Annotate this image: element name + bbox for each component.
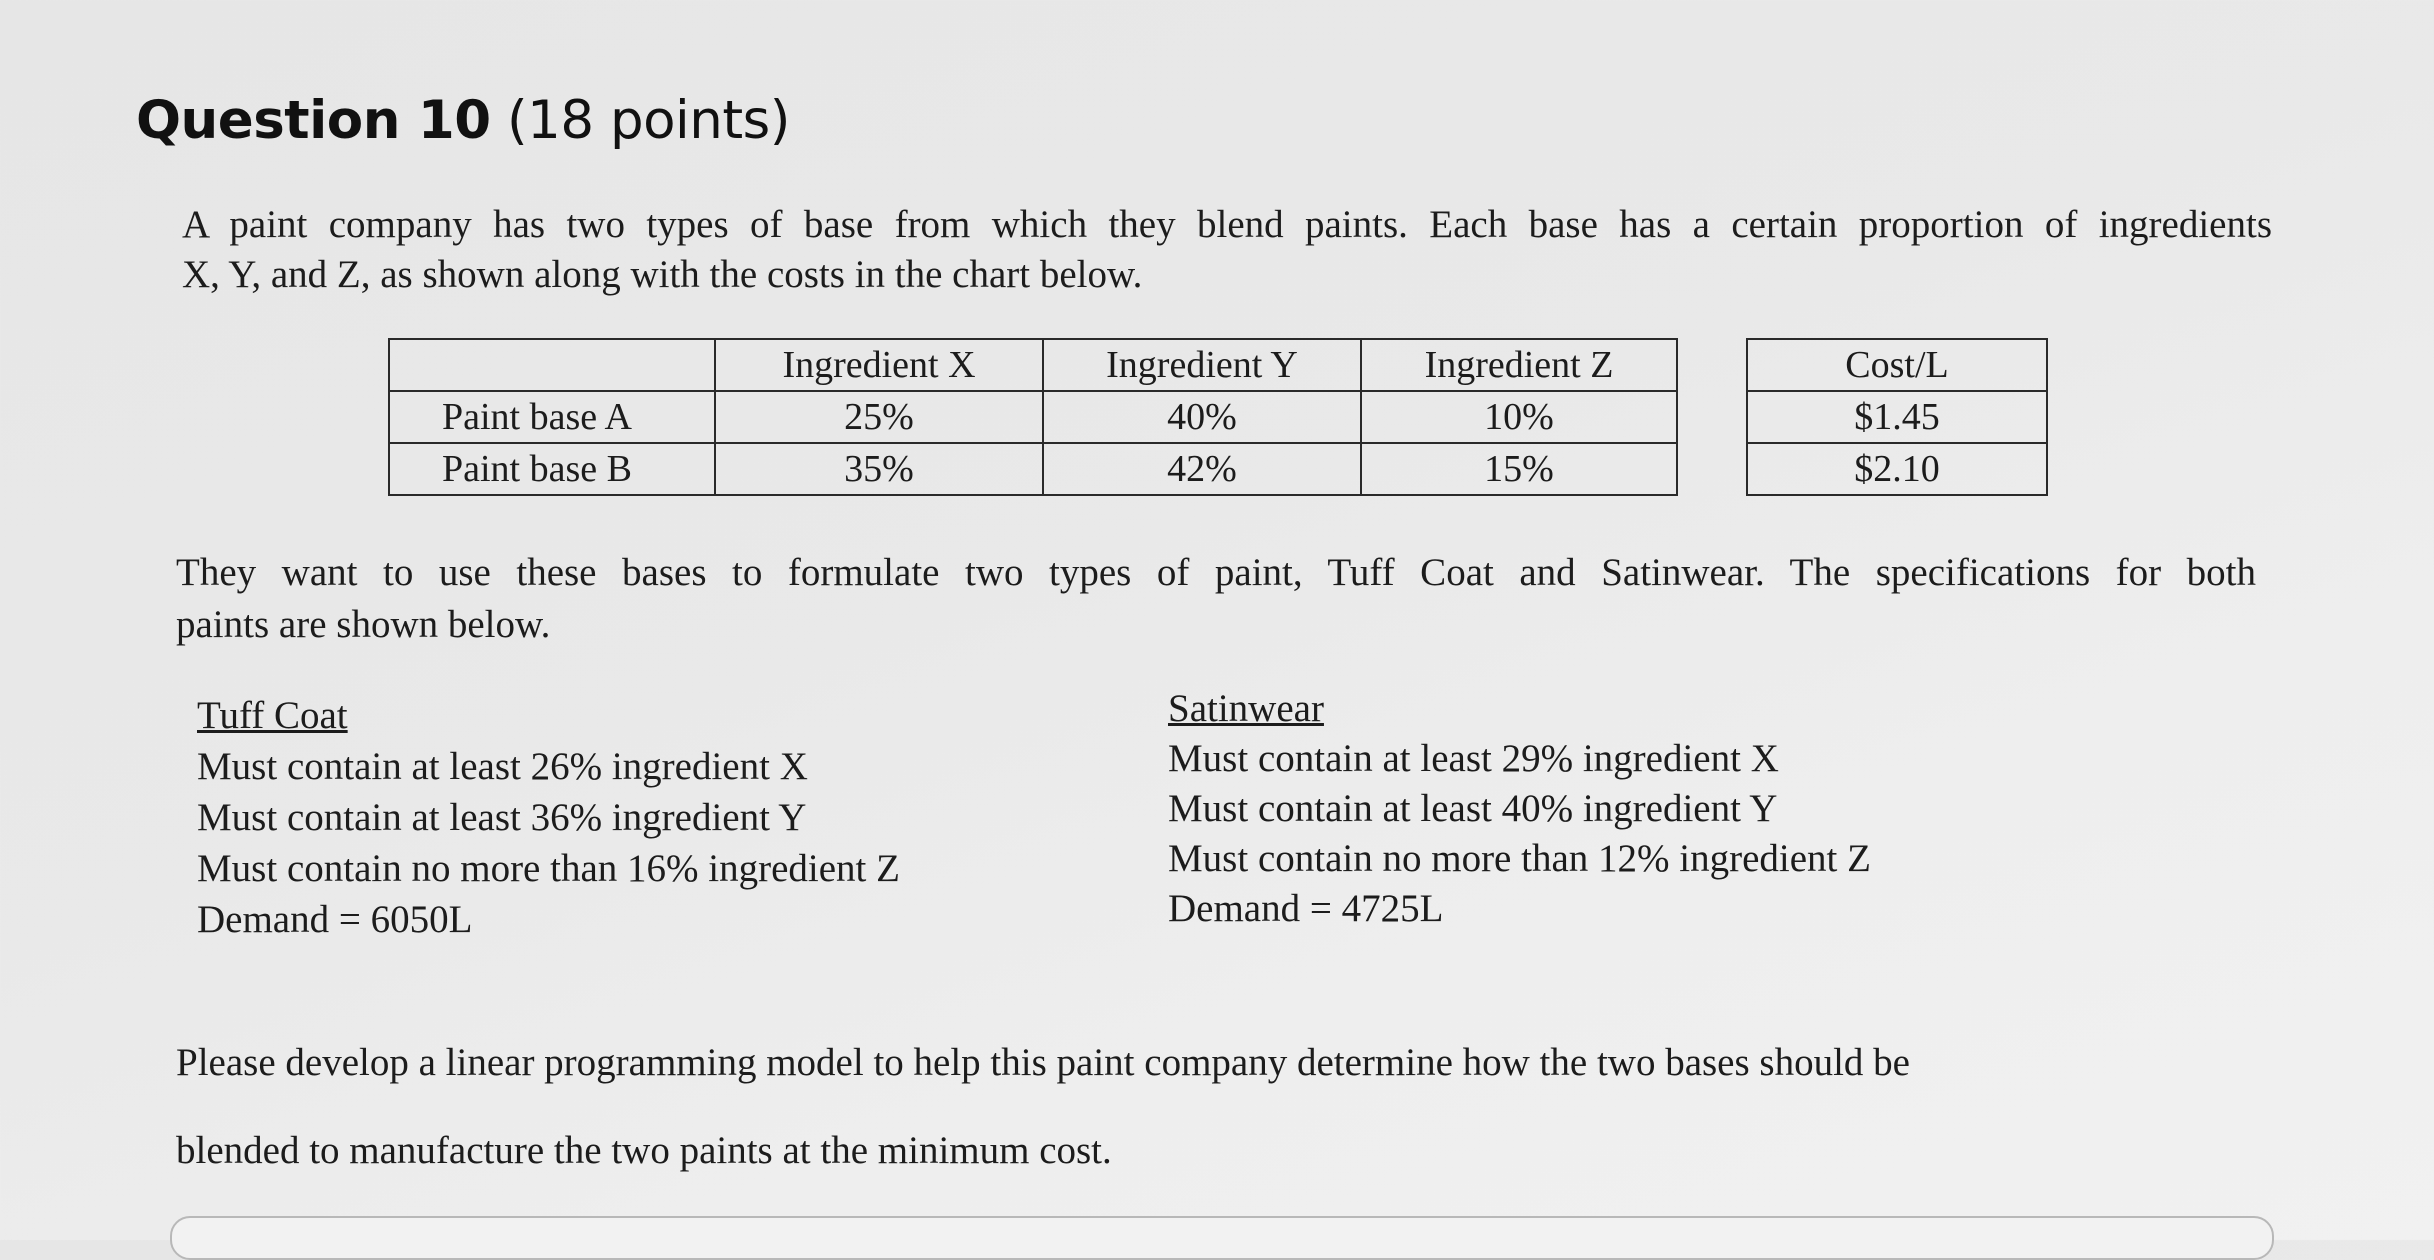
cell-a-z: 10% [1361, 391, 1677, 443]
table-row [1747, 391, 2047, 443]
ingredient-table [388, 338, 1678, 496]
table-header-y: Ingredient Y [1043, 339, 1361, 391]
cell-a-x: 25% [715, 391, 1043, 443]
cost-header-row [1747, 339, 2047, 391]
satinwear-title: Satinwear [1168, 687, 1324, 730]
table-row [389, 391, 1677, 443]
satinwear-specs [1168, 684, 1871, 934]
row-label-base-a: Paint base A [389, 391, 715, 443]
cost-header: Cost/L [1747, 339, 2047, 391]
cost-base-b: $2.10 [1747, 443, 2047, 495]
question-title: Question 10 [136, 90, 491, 151]
cost-table [1746, 338, 2048, 496]
intro-line-2: X, Y, and Z, as shown along with the costs in the chart below. [182, 253, 1143, 296]
final-line-1: Please develop a linear programming model to help this paint company determine how the two bases should be [176, 1041, 1910, 1084]
cell-b-y: 42% [1043, 443, 1361, 495]
list-item: Demand = 6050L [197, 898, 473, 941]
list-item: Must contain at least 40% ingredient Y [1168, 787, 1778, 830]
tuff-coat-title: Tuff Coat [197, 694, 348, 737]
cell-b-x: 35% [715, 443, 1043, 495]
list-item: Must contain no more than 16% ingredient Z [197, 847, 900, 890]
list-item: Demand = 4725L [1168, 887, 1444, 930]
bases-line-1: They want to use these bases to formulate two types of paint, Tuff Coat and Satinwear. The specifications for both [176, 551, 2256, 594]
table-header-z: Ingredient Z [1361, 339, 1677, 391]
table-header-x: Ingredient X [715, 339, 1043, 391]
list-item: Must contain at least 36% ingredient Y [197, 796, 807, 839]
table-header-row [389, 339, 1677, 391]
row-label-base-b: Paint base B [389, 443, 715, 495]
table-row [389, 443, 1677, 495]
table-row [1747, 443, 2047, 495]
final-line-2: blended to manufacture the two paints at the minimum cost. [176, 1129, 1112, 1172]
intro-line-1: A paint company has two types of base from which they blend paints. Each base has a certain proportion of ingredients [182, 203, 2272, 246]
table-corner-cell [389, 339, 715, 391]
cell-a-y: 40% [1043, 391, 1361, 443]
bases-line-2: paints are shown below. [176, 603, 551, 646]
cell-b-z: 15% [1361, 443, 1677, 495]
list-item: Must contain at least 26% ingredient X [197, 745, 808, 788]
answer-box-edge[interactable] [170, 1216, 2274, 1260]
list-item: Must contain no more than 12% ingredient Z [1168, 837, 1871, 880]
list-item: Must contain at least 29% ingredient X [1168, 737, 1779, 780]
tuff-coat-specs [197, 690, 900, 945]
question-heading [136, 90, 790, 151]
cost-base-a: $1.45 [1747, 391, 2047, 443]
question-points: (18 points) [507, 90, 790, 151]
